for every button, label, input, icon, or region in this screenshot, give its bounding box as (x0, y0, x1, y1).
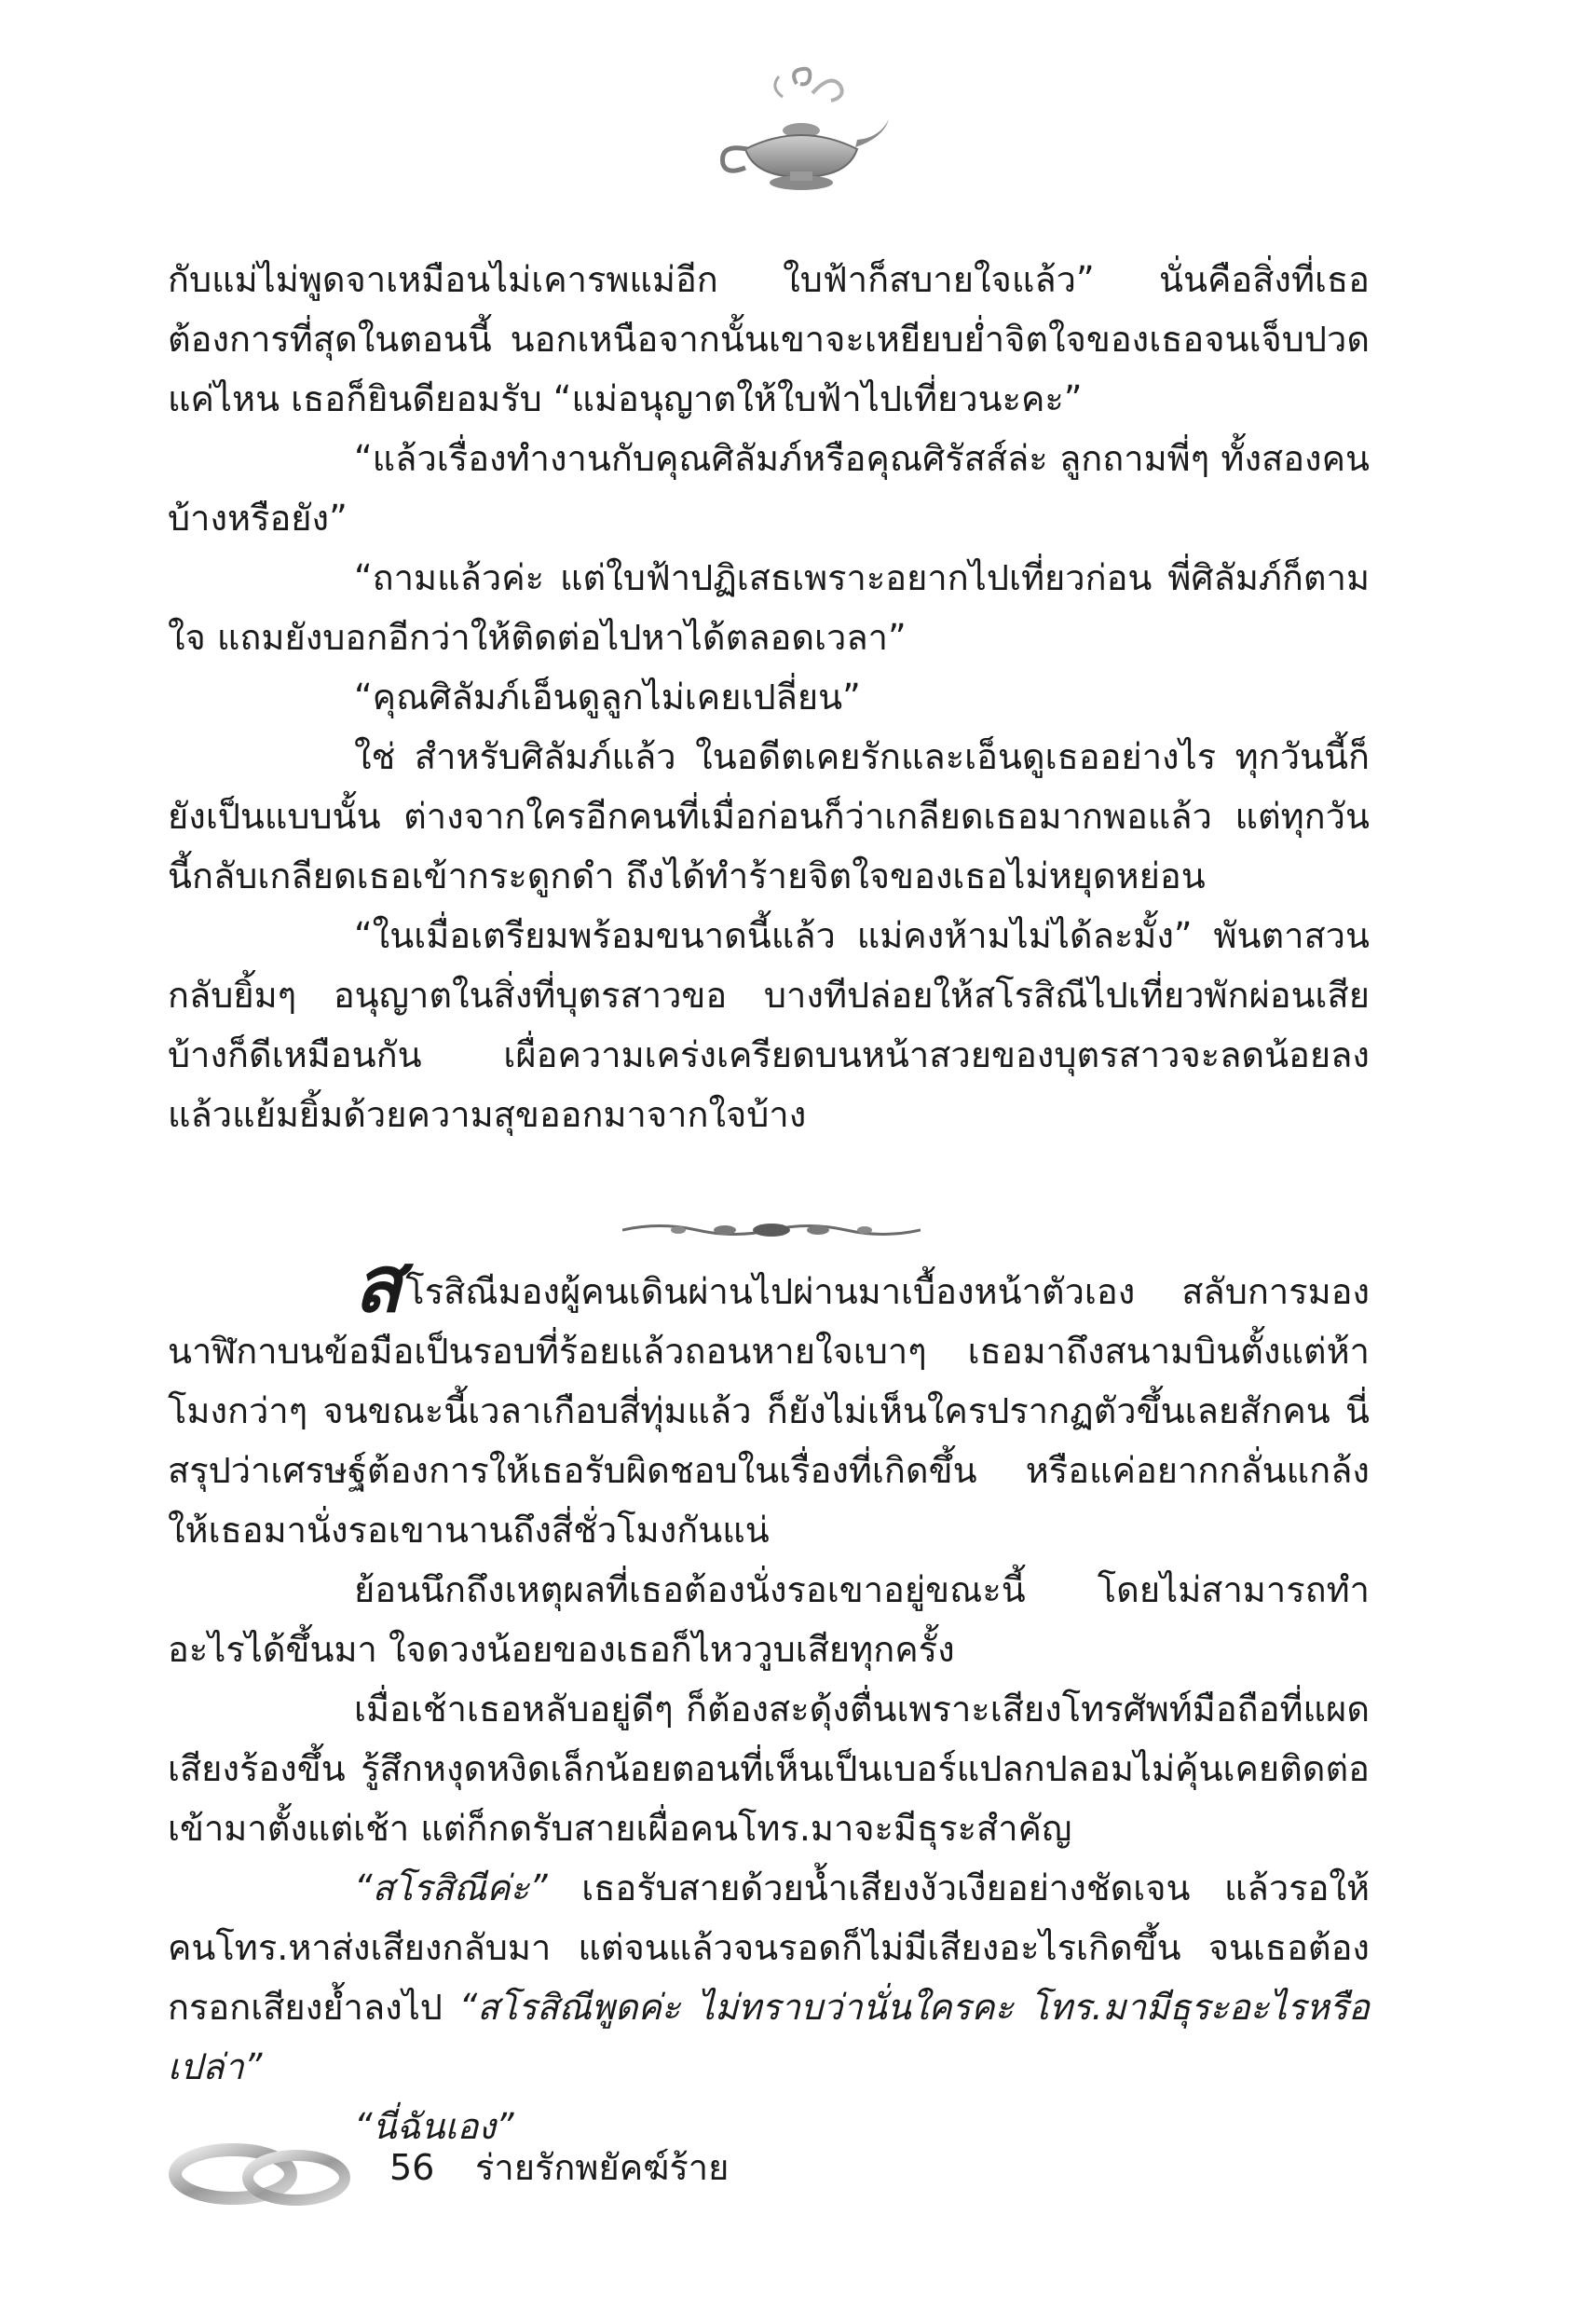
paragraph-with-dropcap (168, 1238, 1370, 1560)
paragraph (168, 1858, 1370, 2097)
wedding-rings-icon (168, 2129, 354, 2213)
paragraph: “แล้วเรื่องทำงานกับคุณศิลัมภ์หรือคุณศิรัสส์ล่ะ ลูกถามพี่ๆ ทั้งสองคนบ้างหรือยัง” (168, 438, 1370, 539)
paragraph: กับแม่ไม่พูดจาเหมือนไม่เคารพแม่อีก ใบฟ้าก็สบายใจแล้ว” นั่นคือสิ่งที่เธอต้องการที่สุดในตอนนี้ นอกเหนือจากนั้นเขาจะเหยียบย่ำจิตใจของเธอจนเจ็บปวดแค่ไหน เธอก็ยินดียอมรับ “แม่อนุญาตให้ใบฟ้าไปเที่ยวนะคะ” (168, 259, 1370, 419)
genie-lamp-ornament-icon (708, 65, 894, 205)
paragraph: เมื่อเช้าเธอหลับอยู่ดีๆ ก็ต้องสะดุ้งตื่นเพราะเสียงโทรศัพท์มือถือที่แผดเสียงร้องขึ้น รู้สึกหงุดหงิดเล็กน้อยตอนที่เห็นเป็นเบอร์แปลกปลอมไม่คุ้นเคยติดต่อเข้ามาตั้งแต่เช้า แต่ก็กดรับสายเผื่อคนโทร.มาจะมีธุระสำคัญ (168, 1689, 1370, 1849)
paragraph: “ถามแล้วค่ะ แต่ใบฟ้าปฏิเสธเพราะอยากไปเที่ยวก่อน พี่ศิลัมภ์ก็ตามใจ แถมยังบอกอีกว่าให้ติดต่อไปหาได้ตลอดเวลา” (168, 557, 1370, 658)
paragraph-text: โรสิณีมองผู้คนเดินผ่านไปผ่านมาเบื้องหน้าตัวเอง สลับการมองนาฬิกาบนข้อมือเป็นรอบที่ร้อยแล้วถอนหายใจเบาๆ เธอมาถึงสนามบินตั้งแต่ห้าโมงกว่าๆ จนขณะนี้เวลาเกือบสี่ทุ่มแล้ว ก็ยังไม่เห็นใครปรากฏตัวขึ้นเลยสักคน นี่สรุปว่าเศรษฐ์ต้องการให้เธอรับผิดชอบในเรื่องที่เกิดขึ้น หรือแค่อยากกลั่นแกล้งให้เธอมานั่งรอเขานานถึงสี่ชั่วโมงกันแน่ (168, 1271, 1370, 1551)
drop-cap: ส (354, 1238, 402, 1330)
dialogue-italic: “นี่ฉันเอง” (354, 2106, 514, 2147)
paragraph: ใช่ สำหรับศิลัมภ์แล้ว ในอดีตเคยรักและเอ็นดูเธออย่างไร ทุกวันนี้ก็ยังเป็นแบบนั้น ต่างจากใครอีกคนที่เมื่อก่อนก็ว่าเกลียดเธอมากพอแล้ว แต่ทุกวันนี้กลับเกลียดเธอเข้ากระดูกดำ ถึงได้ทำร้ายจิตใจของเธอไม่หยุดหย่อน (168, 736, 1370, 896)
paragraph: “คุณศิลัมภ์เอ็นดูลูกไม่เคยเปลี่ยน” (354, 677, 861, 718)
paragraph-text: เธอรับสายด้วยน้ำเสียงงัวเงียอย่างชัดเจน แล้วรอให้คนโทร.หาส่งเสียงกลับมา แต่จนแล้วจนรอดก็ไม่มีเสียงอะไรเกิดขึ้น จนเธอต้องกรอกเสียงย้ำลงไป (168, 1867, 1370, 2028)
section-1-text (168, 250, 1370, 1144)
scene-divider-ornament-icon (622, 1216, 921, 1244)
dialogue-italic: “สโรสิณีค่ะ” (354, 1867, 548, 1908)
paragraph: “ในเมื่อเตรียมพร้อมขนาดนี้แล้ว แม่คงห้ามไม่ได้ละมั้ง” พันตาสวนกลับยิ้มๆ อนุญาตในสิ่งที่บุตรสาวขอ บางทีปล่อยให้สโรสิณีไปเที่ยวพักผ่อนเสียบ้างก็ดีเหมือนกัน เผื่อความเคร่งเครียดบนหน้าสวยของบุตรสาวจะลดน้อยลง แล้วแย้มยิ้มด้วยความสุขออกมาจากใจบ้าง (168, 915, 1370, 1135)
section-2-text (168, 1238, 1371, 2156)
book-title: ร่ายรักพยัคฆ์ร้าย (475, 2147, 730, 2188)
page-number: 56 (389, 2147, 435, 2188)
paragraph: ย้อนนึกถึงเหตุผลที่เธอต้องนั่งรอเขาอยู่ขณะนี้ โดยไม่สามารถทำอะไรได้ขึ้นมา ใจดวงน้อยของเธอก็ไหววูบเสียทุกครั้ง (168, 1569, 1370, 1670)
dialogue-italic: “สโรสิณีพูดค่ะ ไม่ทราบว่านั่นใครคะ โทร.มามีธุระอะไรหรือเปล่า” (168, 1987, 1371, 2087)
page-footer (168, 2129, 820, 2213)
